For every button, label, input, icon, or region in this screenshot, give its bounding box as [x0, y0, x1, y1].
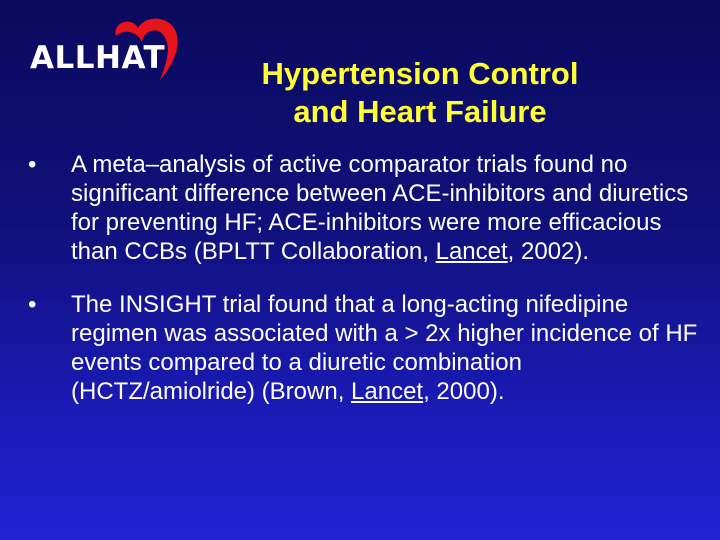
bullet-marker: •	[28, 291, 37, 318]
allhat-logo	[20, 14, 200, 94]
bullet-marker: •	[28, 151, 37, 178]
title-line-2: and Heart Failure	[293, 94, 547, 129]
journal-name: Lancet	[435, 238, 508, 265]
logo-text: ALLHAT	[30, 40, 166, 76]
bullet-text: A meta–analysis of active comparator trials found no significant difference between ACE-inhibitors and diuretics for preventing HF; ACE-inhibitors were more efficacious than CCBs (BPLTT Collaboration,	[71, 151, 689, 265]
bullet-text: The INSIGHT trial found that a long-acting nifedipine regimen was associated with a > 2x higher incidence of HF events compared to a diuretic combination (HCTZ/amiolride) (Brown,	[71, 291, 698, 405]
slide-title	[225, 55, 615, 131]
bullet-text-end: , 2000).	[423, 378, 505, 405]
bullet-item-meta-analysis	[28, 150, 698, 266]
bullet-list	[28, 150, 698, 430]
journal-name: Lancet	[351, 378, 424, 405]
bullet-item-insight-trial	[28, 290, 698, 406]
title-line-1: Hypertension Control	[261, 56, 579, 91]
bullet-text-end: , 2002).	[507, 238, 590, 265]
